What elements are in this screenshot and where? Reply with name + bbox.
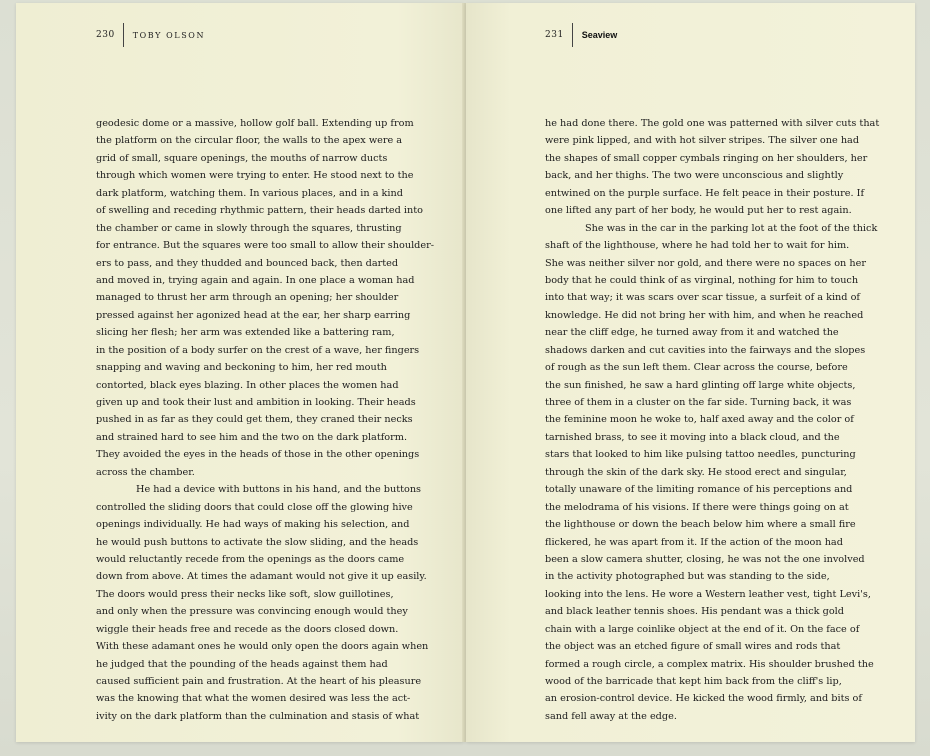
- left-page-header: [96, 23, 205, 47]
- text-line: ers to pass, and they thudded and bounced back, then darted: [96, 257, 399, 269]
- text-line: the feminine moon he woke to, half axed away and the color of: [545, 414, 854, 426]
- text-line: She was in the car in the parking lot at the foot of the thick: [585, 222, 878, 234]
- text-line: across the chamber.: [96, 466, 195, 478]
- text-line: chain with a large coinlike object at the end of it. On the face of: [545, 623, 860, 635]
- text-line: back, and her thighs. The two were unconscious and slightly: [545, 170, 844, 182]
- text-line: shadows darken and cut cavities into the fairways and the slopes: [545, 344, 866, 356]
- text-line: shaft of the lighthouse, where he had told her to wait for him.: [545, 240, 850, 252]
- text-line: The doors would press their necks like soft, slow guillotines,: [96, 588, 394, 600]
- right-page-header: [545, 23, 617, 47]
- text-line: he judged that the pounding of the heads against them had: [96, 658, 388, 670]
- text-line: managed to thrust her arm through an opening; her shoulder: [96, 292, 399, 304]
- text-line: in the activity photographed but was standing to the side,: [545, 571, 830, 583]
- text-line: pushed in as far as they could get them, they craned their necks: [96, 414, 413, 426]
- text-line: entwined on the purple surface. He felt peace in their posture. If: [545, 187, 865, 199]
- text-line: slicing her flesh; her arm was extended like a battering ram,: [96, 327, 395, 339]
- text-line: and only when the pressure was convincing enough would they: [96, 606, 408, 618]
- text-line: an erosion-control device. He kicked the wood firmly, and bits of: [545, 693, 862, 705]
- text-line: the object was an etched figure of small wires and rods that: [545, 641, 841, 653]
- text-line: three of them in a cluster on the far side. Turning back, it was: [545, 397, 852, 408]
- text-line: With these adamant ones he would only open the doors again when: [96, 641, 429, 653]
- text-line: for entrance. But the squares were too small to allow their shoulder-: [96, 240, 435, 252]
- left-page-body: [96, 115, 434, 725]
- text-line: openings individually. He had ways of making his selection, and: [96, 519, 410, 531]
- text-line: and black leather tennis shoes. His pendant was a thick gold: [545, 606, 844, 618]
- text-line: and moved in, trying again and again. In one place a woman had: [96, 274, 415, 286]
- text-line: grid of small, square openings, the mouths of narrow ducts: [96, 152, 388, 164]
- text-line: would reluctantly recede from the openings as the doors came: [96, 553, 405, 565]
- text-line: of swelling and receding rhythmic pattern, their heads darted into: [96, 205, 423, 217]
- header-divider: [123, 23, 124, 47]
- text-line: caused sufficient pain and frustration. At the heart of his pleasure: [96, 676, 422, 687]
- text-line: geodesic dome or a massive, hollow golf ball. Extending up from: [96, 118, 414, 129]
- running-head-title: Seaview: [581, 30, 618, 40]
- text-line: he would push buttons to activate the slow sliding, and the heads: [96, 536, 419, 548]
- text-line: They avoided the eyes in the heads of those in the other openings: [96, 449, 420, 461]
- text-line: contorted, black eyes blazing. In other places the women had: [96, 379, 399, 391]
- right-page: [466, 3, 915, 742]
- text-line: She was neither silver nor gold, and there were no spaces on her: [545, 257, 866, 269]
- text-line: formed a rough circle, a complex matrix. His shoulder brushed the: [545, 658, 874, 670]
- text-line: the lighthouse or down the beach below him where a small fire: [545, 519, 856, 531]
- text-line: tarnished brass, to see it moving into a black cloud, and the: [545, 431, 840, 443]
- text-line: been a slow camera shutter, closing, he was not the one involved: [545, 553, 865, 565]
- text-line: dark platform, watching them. In various places, and in a kind: [96, 187, 403, 199]
- text-line: and strained hard to see him and the two on the dark platform.: [96, 431, 408, 443]
- text-line: wood of the barricade that kept him back from the cliff's lip,: [545, 676, 842, 687]
- text-line: sand fell away at the edge.: [545, 710, 677, 722]
- running-head-author: TOBY OLSON: [132, 30, 206, 40]
- left-page: [16, 3, 464, 742]
- text-line: stars that looked to him like pulsing tattoo needles, puncturing: [545, 449, 856, 461]
- text-line: was the knowing that what the women desired was less the act-: [96, 693, 411, 705]
- right-page-body: [545, 115, 879, 725]
- text-line: of rough as the sun left them. Clear across the course, before: [545, 362, 848, 374]
- text-line: one lifted any part of her body, he would put her to rest again.: [545, 205, 852, 217]
- text-line: through which women were trying to enter. He stood next to the: [96, 170, 414, 182]
- text-line: the platform on the circular floor, the walls to the apex were a: [96, 135, 403, 147]
- text-line: the melodrama of his visions. If there were things going on at: [545, 501, 849, 513]
- text-line: through the skin of the dark sky. He stood erect and singular,: [545, 466, 847, 478]
- text-line: snapping and waving and beckoning to him, her red mouth: [96, 362, 387, 374]
- page-number: 231: [545, 30, 564, 40]
- text-line: looking into the lens. He wore a Western leather vest, tight Levi's,: [545, 588, 871, 600]
- text-line: given up and took their lust and ambition in looking. Their heads: [96, 397, 416, 408]
- text-line: the sun finished, he saw a hard glinting off large white objects,: [545, 379, 856, 391]
- text-line: down from above. At times the adamant would not give it up easily.: [96, 571, 427, 583]
- text-line: body that he could think of as virginal, nothing for him to touch: [545, 274, 859, 286]
- text-line: he had done there. The gold one was patterned with silver cuts that: [545, 118, 880, 129]
- text-line: ivity on the dark platform than the culmination and stasis of what: [96, 710, 420, 722]
- text-line: near the cliff edge, he turned away from it and watched the: [545, 327, 839, 339]
- text-line: totally unaware of the limiting romance of his perceptions and: [545, 484, 853, 496]
- text-line: He had a device with buttons in his hand, and the buttons: [136, 484, 422, 496]
- text-line: flickered, he was apart from it. If the action of the moon had: [545, 536, 843, 548]
- text-line: knowledge. He did not bring her with him, and when he reached: [545, 309, 864, 321]
- text-line: into that way; it was scars over scar tissue, a surfeit of a kind of: [545, 292, 860, 304]
- text-line: the shapes of small copper cymbals ringing on her shoulders, her: [545, 152, 868, 164]
- text-line: controlled the sliding doors that could close off the glowing hive: [96, 501, 413, 513]
- header-divider: [572, 23, 573, 47]
- text-line: were pink lipped, and with hot silver stripes. The silver one had: [545, 135, 860, 147]
- page-number: 230: [96, 30, 115, 40]
- text-line: pressed against her agonized head at the ear, her sharp earring: [96, 309, 411, 321]
- text-line: in the position of a body surfer on the crest of a wave, her fingers: [96, 344, 420, 356]
- text-line: wiggle their heads free and recede as the doors closed down.: [96, 623, 399, 635]
- text-line: the chamber or came in slowly through the squares, thrusting: [96, 222, 402, 234]
